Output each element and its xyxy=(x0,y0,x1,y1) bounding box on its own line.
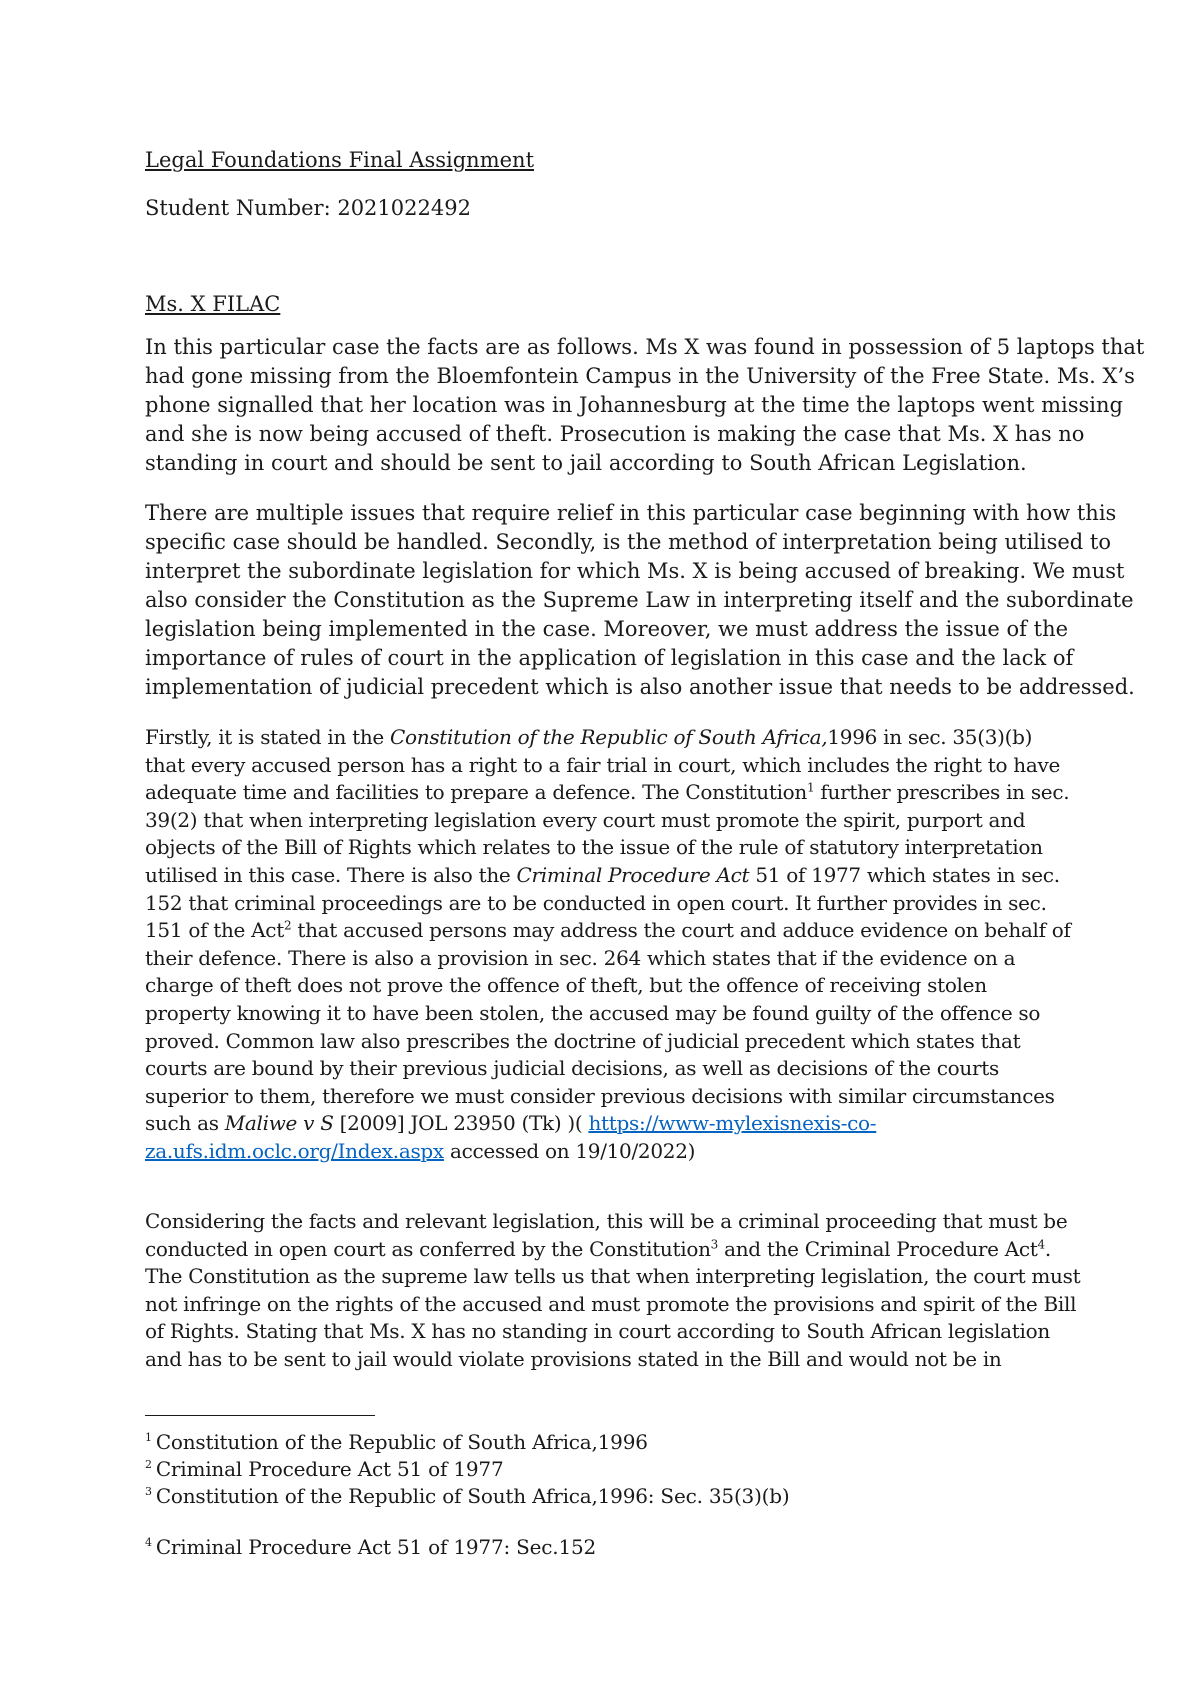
paragraph-line: proved. Common law also prescribes the doctrine of judicial precedent which states that xyxy=(145,1028,1021,1053)
footnote-ref[interactable]: 4 xyxy=(1037,1236,1045,1251)
paragraph-line xyxy=(145,917,1075,945)
text-run: and the Criminal Procedure Act xyxy=(718,1236,1038,1261)
paragraph-line: standing in court and should be sent to jail according to South African Legislation. xyxy=(145,451,1027,475)
paragraph-line: 152 that criminal proceedings are to be conducted in open court. It further provides in sec. xyxy=(145,890,1047,915)
lexisnexis-link[interactable]: https://www-mylexisnexis-co- xyxy=(588,1111,877,1136)
footnote-ref[interactable]: 2 xyxy=(283,918,292,933)
footnote-text: Constitution of the Republic of South Africa,1996: Sec. 35(3)(b) xyxy=(155,1484,790,1508)
footnote-ref[interactable]: 1 xyxy=(806,780,815,795)
paragraph-line: their defence. There is also a provision in sec. 264 which states that if the evidence on a xyxy=(145,945,1016,970)
paragraph-line: specific case should be handled. Secondly, is the method of interpretation being utilised to xyxy=(145,530,1112,554)
paragraph-line: phone signalled that her location was in Johannesburg at the time the laptops went missing xyxy=(145,393,1123,417)
paragraph-line: importance of rules of court in the application of legislation in this case and the lack of xyxy=(145,646,1074,670)
text-run: adequate time and facilities to prepare a defence. The Constitution xyxy=(145,780,807,805)
paragraph-line: and she is now being accused of theft. Prosecution is making the case that Ms. X has no xyxy=(145,422,1085,446)
paragraph-line: There are multiple issues that require relief in this particular case beginning with how this xyxy=(145,501,1117,525)
footnote-ref[interactable]: 3 xyxy=(710,1236,719,1251)
paragraph-line: legislation being implemented in the case. Moreover, we must address the issue of the xyxy=(145,617,1069,641)
document-title: Legal Foundations Final Assignment xyxy=(145,148,535,172)
paragraph-line: courts are bound by their previous judicial decisions, as well as decisions of the courts xyxy=(145,1056,999,1081)
paragraph-line xyxy=(145,724,1075,752)
text-run: utilised in this case. There is also the xyxy=(145,862,517,887)
paragraph-line: Considering the facts and relevant legislation, this will be a criminal proceeding that must be xyxy=(145,1209,1068,1233)
footnote-2 xyxy=(145,1457,503,1481)
paragraph-line: objects of the Bill of Rights which relates to the issue of the rule of statutory interpretation xyxy=(145,835,1043,860)
footnote-1 xyxy=(145,1430,648,1454)
student-number: Student Number: 2021022492 xyxy=(145,196,471,220)
citation-case: Maliwe v S xyxy=(224,1111,334,1136)
paragraph-line: charge of theft does not prove the offence of theft, but the offence of receiving stolen xyxy=(145,973,987,998)
footnote-text: Criminal Procedure Act 51 of 1977 xyxy=(155,1457,504,1481)
paragraph-line xyxy=(145,1110,1075,1138)
paragraph-line: The Constitution as the supreme law tells us that when interpreting legislation, the court must xyxy=(145,1264,1081,1289)
text-run: 1996 in sec. 35(3)(b) xyxy=(827,725,1033,749)
paragraph-line: that every accused person has a right to a fair trial in court, which includes the right to have xyxy=(145,752,1061,777)
text-run: such as xyxy=(145,1111,225,1136)
paragraph-line: had gone missing from the Bloemfontein Campus in the University of the Free State. Ms. X’s xyxy=(145,364,1135,388)
text-run: 151 of the Act xyxy=(145,918,284,943)
footnote-3 xyxy=(145,1484,789,1508)
section-heading: Ms. X FILAC xyxy=(145,292,281,316)
paragraph-line: property knowing it to have been stolen, the accused may be found guilty of the offence so xyxy=(145,1000,1041,1025)
paragraph-line: also consider the Constitution as the Supreme Law in interpreting itself and the subordinate xyxy=(145,588,1134,612)
paragraph-line: and has to be sent to jail would violate provisions stated in the Bill and would not be in xyxy=(145,1346,1002,1371)
paragraph-line xyxy=(145,862,1075,890)
paragraph-line: interpret the subordinate legislation for which Ms. X is being accused of breaking. We must xyxy=(145,559,1125,583)
paragraph-line: of Rights. Stating that Ms. X has no standing in court according to South African legislation xyxy=(145,1319,1050,1344)
footnote-separator xyxy=(145,1415,375,1416)
lexisnexis-link[interactable]: za.ufs.idm.oclc.org/Index.aspx xyxy=(145,1138,444,1163)
issues-paragraph xyxy=(145,499,1135,702)
text-run: conducted in open court as conferred by the Constitution xyxy=(145,1236,711,1261)
text-run: accessed on 19/10/2022) xyxy=(443,1138,696,1163)
paragraph-line: In this particular case the facts are as follows. Ms X was found in possession of 5 laptops that xyxy=(145,335,1145,359)
footnote-text: Criminal Procedure Act 51 of 1977: Sec.152 xyxy=(155,1535,597,1559)
law-paragraph xyxy=(145,724,1075,1166)
paragraph-line: not infringe on the rights of the accused and must promote the provisions and spirit of the Bill xyxy=(145,1291,1077,1316)
paragraph-line xyxy=(145,1236,1075,1264)
text-run: Firstly, it is stated in the xyxy=(145,725,391,749)
paragraph-line: 39(2) that when interpreting legislation every court must promote the spirit, purport and xyxy=(145,807,1026,832)
text-run: . xyxy=(1044,1236,1051,1261)
footnote-text: Constitution of the Republic of South Africa,1996 xyxy=(155,1430,648,1454)
citation-cpa: Criminal Procedure Act xyxy=(516,862,750,887)
citation-constitution: Constitution of the Republic of South Africa, xyxy=(390,725,828,749)
paragraph-line xyxy=(145,779,1075,807)
text-run: 51 of 1977 which states in sec. xyxy=(749,862,1060,887)
facts-paragraph xyxy=(145,333,1145,478)
paragraph-line: superior to them, therefore we must consider previous decisions with similar circumstances xyxy=(145,1083,1055,1108)
paragraph-line: implementation of judicial precedent which is also another issue that needs to be addressed. xyxy=(145,675,1135,699)
footnote-number: 1 xyxy=(145,1431,152,1445)
conclusion-paragraph xyxy=(145,1208,1081,1374)
footnote-4 xyxy=(145,1535,596,1559)
footnote-number: 4 xyxy=(145,1536,152,1550)
text-run: [2009] JOL 23950 (Tk) )( xyxy=(333,1111,589,1136)
text-run: that accused persons may address the court and adduce evidence on behalf of xyxy=(291,918,1071,943)
paragraph-line xyxy=(145,1138,1075,1166)
footnote-number: 2 xyxy=(145,1458,152,1472)
text-run: further prescribes in sec. xyxy=(814,780,1070,805)
footnote-number: 3 xyxy=(145,1485,152,1499)
